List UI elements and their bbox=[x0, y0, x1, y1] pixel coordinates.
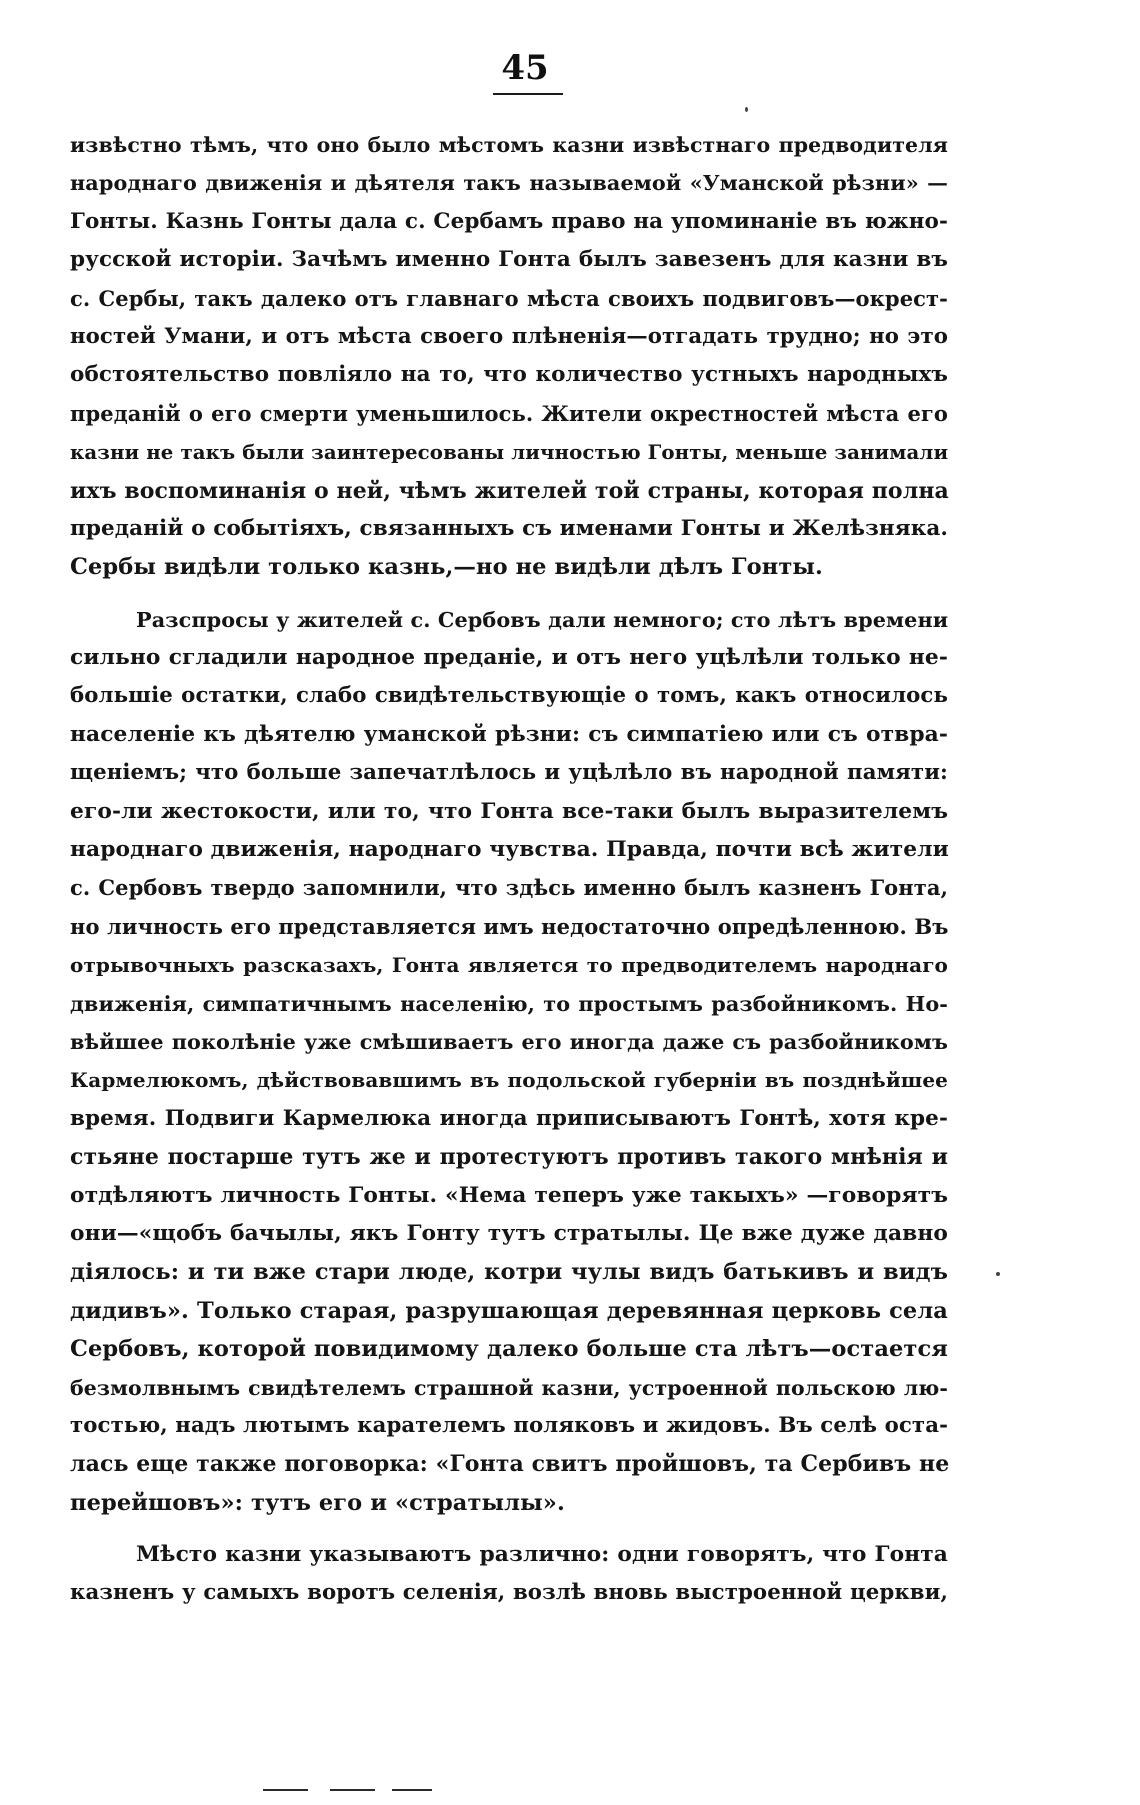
text-line: отрывочныхъ разсказахъ, Гонта является то предводителемъ народнаго bbox=[70, 953, 948, 978]
page-number-underline bbox=[493, 93, 563, 95]
paragraph-gap bbox=[70, 587, 948, 601]
text-line: перейшовъ»: тутъ его и «стратылы». bbox=[70, 1489, 565, 1516]
text-line: лась еще также поговорка: «Гонта свитъ пройшовъ, та Сербивъ не bbox=[70, 1451, 950, 1478]
body-text bbox=[70, 126, 948, 1613]
footer-scan-marks bbox=[0, 1789, 1140, 1793]
text-line: Сербовъ, которой повидимому далеко больше ста лѣтъ—остается bbox=[70, 1336, 948, 1363]
text-line: вѣйшее поколѣніе уже смѣшиваетъ его иногда даже съ разбойникомъ bbox=[70, 1029, 948, 1054]
text-line: преданій о событіяхъ, связанныхъ съ именами Гонты и Желѣзняка. bbox=[70, 515, 948, 541]
text-line: щеніемъ; что больше запечатлѣлось и уцѣлѣло въ народной памяти: bbox=[70, 760, 948, 786]
footer-dash bbox=[263, 1789, 308, 1791]
text-line: казни не такъ были заинтересованы личностью Гонты, меньше занимали bbox=[70, 440, 949, 465]
scan-speck bbox=[996, 1272, 1000, 1276]
text-line: движенія, симпатичнымъ населенію, то простымъ разбойникомъ. Но- bbox=[70, 991, 948, 1016]
footer-dash bbox=[392, 1789, 432, 1791]
text-line: стьяне постарше тутъ же и протестуютъ противъ такого мнѣнія и bbox=[70, 1144, 948, 1171]
text-line: отдѣляютъ личность Гонты. «Нема теперъ уже такыхъ» —говорятъ bbox=[70, 1182, 948, 1208]
text-line: Сербы видѣли только казнь,—но не видѣли дѣлъ Гонты. bbox=[70, 554, 823, 581]
text-line: преданій о его смерти уменьшилось. Жители окрестностей мѣста его bbox=[70, 400, 948, 426]
text-line: с. Сербы, такъ далеко отъ главнаго мѣста своихъ подвиговъ—окрест- bbox=[70, 285, 948, 311]
text-line: но личность его представляется имъ недостаточно опредѣленною. Въ bbox=[70, 913, 949, 939]
text-line: дидивъ». Только старая, разрушающая деревянная церковь села bbox=[70, 1297, 948, 1324]
text-line: Мѣсто казни указываютъ различно: одни говорятъ, что Гонта bbox=[136, 1542, 948, 1568]
footer-dash bbox=[330, 1789, 375, 1791]
text-line: народнаго движенія и дѣятеля такъ называемой «Уманской рѣзни» — bbox=[70, 171, 948, 196]
paragraph-1 bbox=[70, 126, 948, 587]
page-number: 45 bbox=[501, 48, 549, 88]
text-line: діялось: и ти вже стари люде, котри чулы видъ батькивъ и видъ bbox=[70, 1259, 948, 1286]
paragraph-2 bbox=[70, 601, 948, 1522]
paragraph-3 bbox=[70, 1536, 948, 1613]
text-line: казненъ у самыхъ воротъ селенія, возлѣ вновь выстроенной церкви, bbox=[70, 1580, 948, 1606]
text-line: ихъ воспоминанія о ней, чѣмъ жителей той страны, которая полна bbox=[70, 477, 949, 504]
text-line: извѣстно тѣмъ, что оно было мѣстомъ казни извѣстнаго предводителя bbox=[70, 133, 948, 157]
text-line: Гонты. Казнь Гонты дала с. Сербамъ право на упоминаніе въ южно- bbox=[70, 208, 948, 234]
text-line: Кармелюкомъ, дѣйствовавшимъ въ подольской губерніи въ позднѣйшее bbox=[70, 1068, 948, 1093]
text-line: обстоятельство повліяло на то, что количество устныхъ народныхъ bbox=[70, 362, 948, 388]
text-line: с. Сербовъ твердо запомнили, что здѣсь именно былъ казненъ Гонта, bbox=[70, 875, 948, 901]
text-line: они—«щобъ бачылы, якъ Гонту тутъ стратылы. Це вже дуже давно bbox=[70, 1220, 948, 1246]
text-line: тостью, надъ лютымъ карателемъ поляковъ и жидовъ. Въ селѣ оста- bbox=[70, 1412, 948, 1438]
text-line: безмолвнымъ свидѣтелемъ страшной казни, устроенной польскою лю- bbox=[70, 1375, 948, 1400]
scan-speck bbox=[745, 107, 748, 112]
text-line: сильно сгладили народное преданіе, и отъ него уцѣлѣли только не- bbox=[70, 645, 948, 671]
paragraph-gap bbox=[70, 1522, 948, 1536]
text-line: Разспросы у жителей с. Сербовъ дали немного; сто лѣтъ времени bbox=[136, 607, 949, 632]
text-line: населеніе къ дѣятелю уманской рѣзни: съ симпатіею или съ отвра- bbox=[70, 721, 948, 747]
text-line: время. Подвиги Кармелюка иногда приписываютъ Гонтѣ, хотя кре- bbox=[70, 1105, 948, 1131]
text-line: ностей Умани, и отъ мѣста своего плѣненія—отгадать трудно; но это bbox=[70, 323, 948, 349]
text-line: большіе остатки, слабо свидѣтельствующіе о томъ, какъ относилось bbox=[70, 683, 948, 709]
text-line: русской исторіи. Зачѣмъ именно Гонта былъ завезенъ для казни въ bbox=[70, 247, 948, 273]
text-line: его-ли жестокости, или то, что Гонта все-таки былъ выразителемъ bbox=[70, 798, 948, 824]
text-line: народнаго движенія, народнаго чувства. Правда, почти всѣ жители bbox=[70, 837, 949, 863]
